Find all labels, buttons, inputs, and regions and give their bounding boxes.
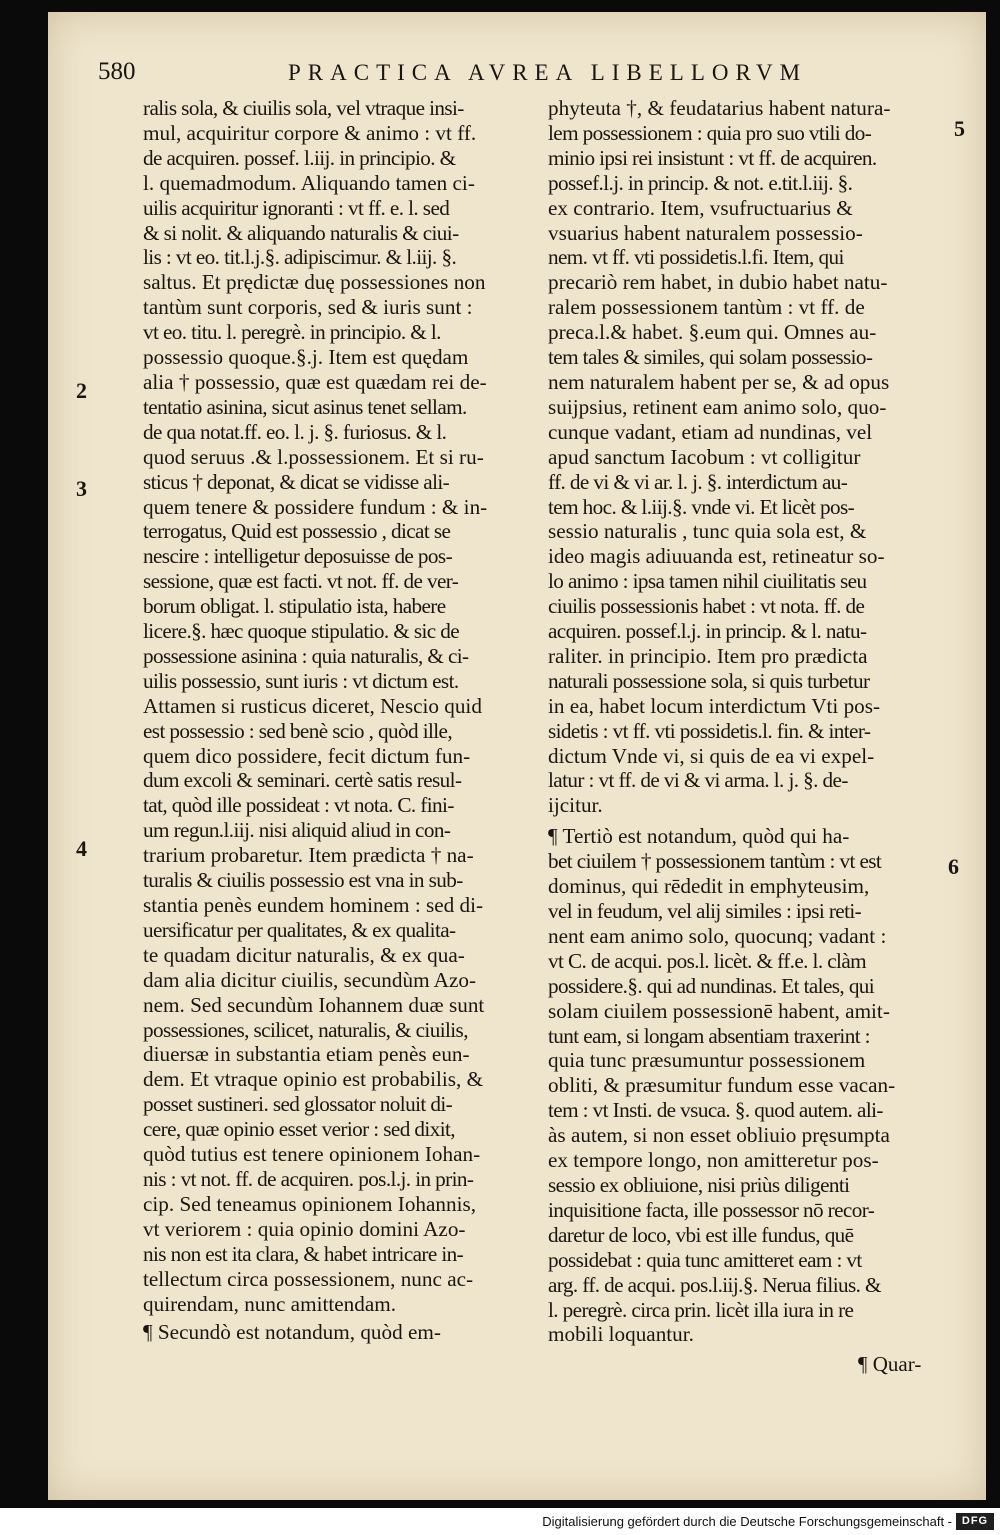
marginal-number-4: 4 <box>76 836 87 861</box>
right-column-line: tem hoc. & l.iij.§. vnde vi. Et licèt pos- <box>548 494 855 519</box>
left-column-line: tat, quòd ille possideat : vt nota. C. fini- <box>143 793 454 818</box>
right-column-line: vt C. de acqui. pos.l. licèt. & ff.e. l. clàm <box>548 948 867 973</box>
right-column-line: ciuilis possessionis habet : vt nota. ff. de <box>548 594 865 619</box>
left-column-line: um regun.l.iij. nisi aliquid aliud in con- <box>143 818 451 843</box>
dfg-logo: DFG <box>956 1513 994 1530</box>
left-column-line: licere.§. hæc quoque stipulatio. & sic de <box>143 619 460 644</box>
right-column-line: ex tempore longo, non amitteretur pos- <box>548 1148 879 1173</box>
right-column-line: inquisitione facta, ille possessor nō recor- <box>548 1197 875 1222</box>
left-column-line: turalis & ciuilis possessio est vna in sub- <box>143 868 463 893</box>
marginal-number-2: 2 <box>76 378 87 403</box>
left-column-line: quem tenere & possidere fundum : & in- <box>143 494 488 519</box>
left-column-line: de acquiren. possef. l.iij. in principio. & <box>143 145 456 170</box>
right-column-line: ff. de vi & vi ar. l. j. §. interdictum au- <box>548 469 848 494</box>
left-column-line: borum obligat. l. stipulatio ista, habere <box>143 594 446 619</box>
right-column-line: preca.l.& habet. §.eum qui. Omnes au- <box>548 320 877 345</box>
right-column-line: quia tunc præsumuntur possessionem <box>548 1048 866 1073</box>
right-column-line: lem possessionem : quia pro suo vtili do- <box>548 120 872 145</box>
left-column-line: vt veriorem : quia opinio domini Azo- <box>143 1216 466 1241</box>
right-column-line: tem tales & similes, qui solam possessio- <box>548 345 873 370</box>
running-head: PRACTICA AVREA LIBELLORVM <box>288 60 808 85</box>
left-column-line: l. quemadmodum. Aliquando tamen ci- <box>143 170 475 195</box>
left-column-line: cip. Sed teneamus opinionem Iohannis, <box>143 1191 477 1216</box>
left-column-line: & si nolit. & aliquando naturalis & ciui- <box>143 220 459 245</box>
right-column-line: latur : vt ff. de vi & vi arma. l. j. §. de- <box>548 768 848 793</box>
right-column-line: acquiren. possef.l.j. in princip. & l. natu- <box>548 619 867 644</box>
marginal-number-3: 3 <box>76 476 87 501</box>
left-column-line: posset sustineri. sed glossator noluit di- <box>143 1092 453 1117</box>
left-column-line: dum excoli & seminari. certè satis resul- <box>143 768 462 793</box>
right-column-line: precariò rem habet, in dubio habet natu- <box>548 270 888 295</box>
left-column-line: te quadam dicitur naturalis, & ex qua- <box>143 942 465 967</box>
right-column-line: possef.l.j. in princip. & not. e.tit.l.iij. §. <box>548 170 853 195</box>
footer-credit: Digitalisierung gefördert durch die Deutsche Forschungsgemeinschaft - <box>542 1514 952 1529</box>
left-text-column <box>143 96 551 1345</box>
right-column-line: ijcitur. <box>548 793 603 818</box>
right-column-line: apud sanctum Iacobum : vt colligitur <box>548 444 861 469</box>
right-column-line: obliti, & præsumitur fundum esse vacan- <box>548 1073 896 1098</box>
page-header <box>98 58 978 98</box>
left-column-line: alia † possessio, quæ est quædam rei de- <box>143 369 487 394</box>
right-column-line: tem : vt Insti. de vsuca. §. quod autem. ali- <box>548 1098 883 1123</box>
right-column-line: bet ciuilem † possessionem tantùm : vt est <box>548 849 882 874</box>
right-column-line: arg. ff. de acqui. pos.l.iij.§. Nerua filius. & <box>548 1272 881 1297</box>
left-column-line: nis non est ita clara, & habet intricare in- <box>143 1241 464 1266</box>
right-column-line: ralem possessionem tantùm : vt ff. de <box>548 295 865 320</box>
right-column-line: vel in feudum, vel alij similes : ipsi reti- <box>548 899 862 923</box>
left-column-line: sessione, quæ est facti. vt not. ff. de ver- <box>143 569 459 594</box>
left-column-line: tantùm sunt corporis, sed & iuris sunt : <box>143 295 473 320</box>
left-column-line: trarium probaretur. Item prædicta † na- <box>143 843 474 868</box>
book-page <box>48 12 986 1500</box>
left-column-line: nis : vt not. ff. de acquiren. pos.l.j. in prin- <box>143 1166 474 1191</box>
left-column-line: est possessio : sed benè scio , quòd ille, <box>143 718 453 743</box>
right-column-line: dictum Vnde vi, si quis de ea vi expel- <box>548 743 875 768</box>
left-column-line: uersificatur per qualitates, & ex qualita- <box>143 917 456 942</box>
left-column-line: nem. Sed secundùm Iohannem duæ sunt <box>143 992 485 1017</box>
left-column-line: quòd tutius est tenere opinionem Iohan- <box>143 1142 481 1167</box>
left-column-line: quem dico possidere, fecit dictum fun- <box>143 743 471 768</box>
right-column-line: sidetis : vt ff. vti possidetis.l. fin. & inter- <box>548 718 871 743</box>
right-column-line: suijpsius, retinent eam animo solo, quo- <box>548 394 887 419</box>
left-column-line: quod seruus .& l.possessionem. Et si ru- <box>143 444 484 469</box>
right-column-line: ¶ Tertiò est notandum, quòd qui ha- <box>548 824 850 849</box>
right-column-line: possidebat : quia tunc amitteret eam : vt <box>548 1247 862 1272</box>
left-column-line: ¶ Secundò est notandum, quòd em- <box>143 1320 441 1345</box>
catchword: ¶ Quar- <box>858 1352 922 1376</box>
right-column-line: raliter. in principio. Item pro prædicta <box>548 643 868 668</box>
right-column-line: sessio naturalis , tunc quia sola est, & <box>548 519 867 544</box>
left-column-line: uilis acquiritur ignoranti : vt ff. e. l. sed <box>143 195 450 220</box>
right-column-line: nent eam animo solo, quocunq; vadant : <box>548 923 887 948</box>
right-column-line: dominus, qui rēdedit in emphyteusim, <box>548 874 870 899</box>
right-column-line: mobili loquantur. <box>548 1322 694 1347</box>
right-column-line: nem naturalem habent per se, & ad opus <box>548 369 890 394</box>
left-column-line: ralis sola, & ciuilis sola, vel vtraque insi- <box>143 96 464 120</box>
right-text-column <box>548 96 958 1347</box>
right-column-line: tunt eam, si longam absentiam traxerint : <box>548 1023 870 1048</box>
left-column-line: dem. Et vtraque opinio est probabilis, & <box>143 1067 484 1092</box>
left-column-line: cere, quæ opinio esset verior : sed dixit, <box>143 1117 455 1142</box>
left-column-line: terrogatus, Quid est possessio , dicat se <box>143 519 451 544</box>
left-column-line: mul, acquiritur corpore & animo : vt ff. <box>143 120 477 145</box>
right-column-line: naturali possessione sola, si quis turbetur <box>548 668 870 693</box>
right-column-line: cunque vadant, etiam ad nundinas, vel <box>548 419 873 444</box>
left-column-line: possessione asinina : quia naturalis, & ci- <box>143 643 469 668</box>
marginal-number-5: 5 <box>954 116 965 141</box>
right-column-line: nem. vt ff. vti possidetis.l.fi. Item, qui <box>548 245 844 270</box>
left-column-line: dam alia dicitur ciuilis, secundùm Azo- <box>143 967 477 992</box>
right-column-line: sessio ex obliuione, nisi priùs diligenti <box>548 1172 850 1197</box>
right-column-line: phyteuta †, & feudatarius habent natura- <box>548 96 891 120</box>
right-column-line: solam ciuilem possessionē habent, amit- <box>548 998 890 1023</box>
left-column-line: uilis possessio, sunt iuris : vt dictum est. <box>143 668 459 693</box>
footer-bar <box>0 1508 1000 1535</box>
right-column-line: ideo magis adiuuanda est, retineatur so- <box>548 544 885 569</box>
left-column-line: sticus † deponat, & dicat se vidisse ali- <box>143 469 450 494</box>
left-column-line: nescire : intelligetur deposuisse de pos- <box>143 544 453 569</box>
left-column-line: diuersæ in substantia etiam penès eun- <box>143 1042 470 1067</box>
left-column-line: stantia penès eundem hominem : sed di- <box>143 893 484 917</box>
left-column-line: saltus. Et prędictæ duę possessiones non <box>143 270 486 295</box>
left-column-line: tentatio asinina, sicut asinus tenet sellam. <box>143 394 467 419</box>
left-column-line: tellectum circa possessionem, nunc ac- <box>143 1266 474 1291</box>
right-column-line: ex contrario. Item, vsufructuarius & <box>548 195 853 220</box>
left-column-line: possessio quoque.§.j. Item est quędam <box>143 345 469 370</box>
left-column-line: Attamen si rusticus diceret, Nescio quid <box>143 693 482 718</box>
right-column-line: in ea, habet locum interdictum Vti pos- <box>548 693 881 718</box>
page-number: 580 <box>98 58 136 85</box>
right-column-line: às autem, si non esset obliuio pręsumpta <box>548 1123 890 1148</box>
right-column-line: lo animo : ipsa tamen nihil ciuilitatis seu <box>548 569 867 594</box>
left-column-line: vt eo. titu. l. peregrè. in principio. & l. <box>143 320 441 345</box>
right-column-line: l. peregrè. circa prin. licèt illa iura in re <box>548 1297 854 1322</box>
left-column-line: de qua notat.ff. eo. l. j. §. furiosus. & l. <box>143 419 447 444</box>
left-column-line: possessiones, scilicet, naturalis, & ciuilis, <box>143 1017 468 1042</box>
right-column-line: possidere.§. qui ad nundinas. Et tales, qui <box>548 973 875 998</box>
right-column-line: daretur de loco, vbi est ille fundus, quē <box>548 1222 854 1247</box>
marginal-number-6: 6 <box>948 854 959 879</box>
left-column-line: lis : vt eo. tit.l.j.§. adipiscimur. & l.iij. §. <box>143 245 457 270</box>
right-column-line: minio ipsi rei insistunt : vt ff. de acquiren. <box>548 145 877 170</box>
left-column-line: quirendam, nunc amittendam. <box>143 1291 396 1316</box>
right-column-line: vsuarius habent naturalem possessio- <box>548 220 863 245</box>
